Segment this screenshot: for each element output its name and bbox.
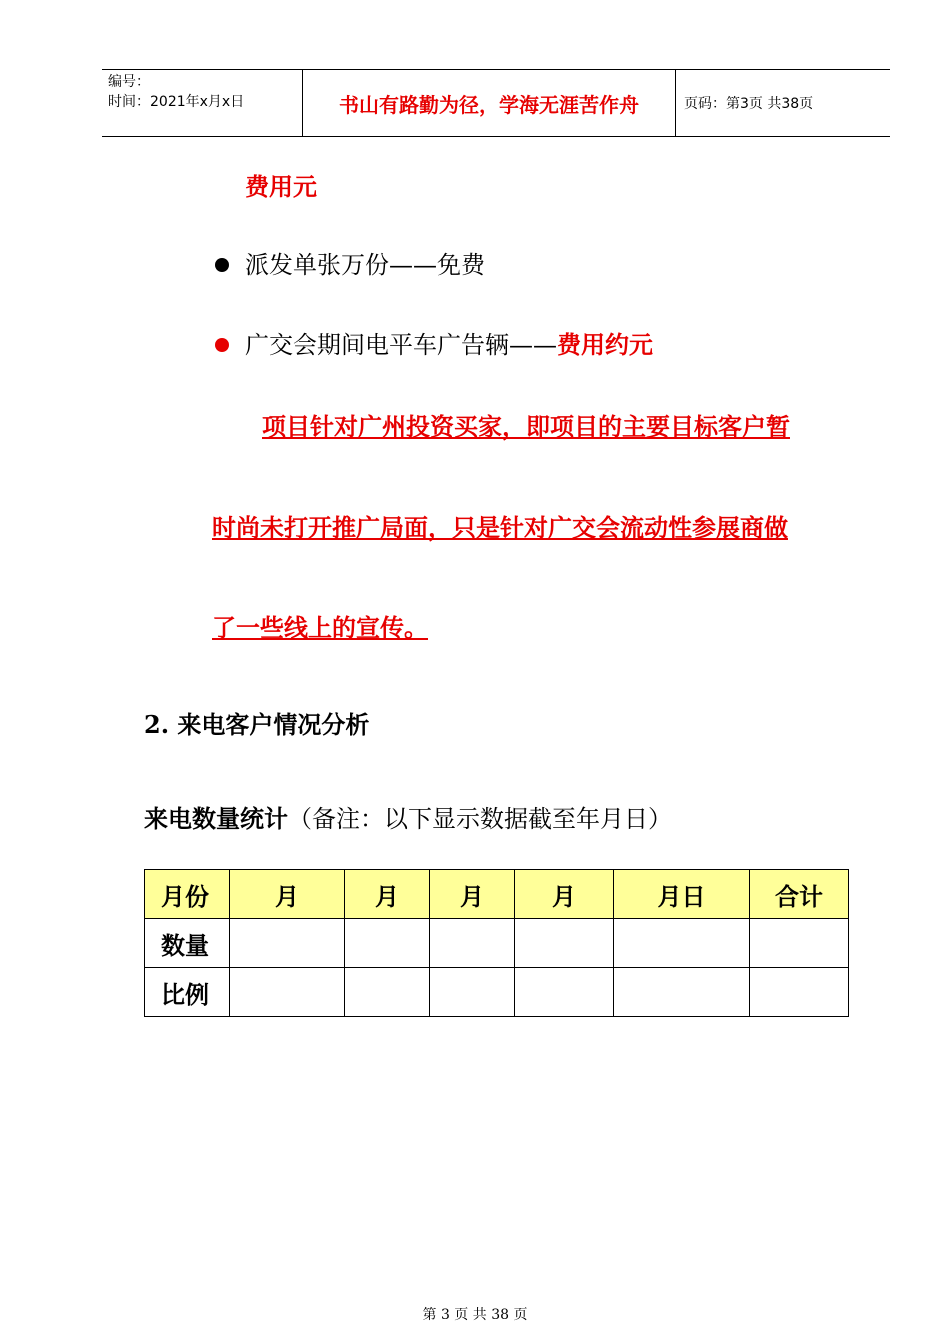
bullet-item-1-text: 派发单张万份——免费	[245, 251, 485, 279]
bullet-item-2-text: 广交会期间电平车广告辆——	[245, 331, 557, 359]
table-row-label: 比例	[145, 968, 230, 1017]
header-meta	[102, 70, 302, 136]
table-header-cell: 月	[515, 870, 614, 919]
bullet-dot-2	[215, 338, 229, 352]
table-header-cell: 合计	[750, 870, 849, 919]
page-header	[102, 69, 890, 137]
section-title: 2. 来电客户情况分析	[144, 710, 370, 739]
call-stats-table	[144, 869, 849, 1017]
table-cell	[230, 919, 345, 968]
bullet-dot-1	[215, 258, 229, 272]
table-cell	[230, 968, 345, 1017]
stats-title: 来电数量统计	[144, 804, 288, 833]
header-number-label: 编号：	[108, 74, 150, 90]
table-cell	[614, 968, 750, 1017]
table-cell	[345, 968, 430, 1017]
table-cell	[750, 919, 849, 968]
table-cell	[430, 919, 515, 968]
table-header-cell: 月份	[145, 870, 230, 919]
cost-line: 费用元	[245, 172, 317, 201]
paragraph-line-1: 项目针对广州投资买家，即项目的主要目标客户暂	[262, 412, 790, 441]
table-header-cell: 月日	[614, 870, 750, 919]
header-page-info: 页码：第3页 共38页	[684, 96, 814, 112]
page-footer: 第 3 页 共 38 页	[422, 1307, 528, 1323]
table-header-cell: 月	[345, 870, 430, 919]
table-header-row	[145, 870, 849, 919]
table-header-cell: 月	[430, 870, 515, 919]
table-cell	[515, 919, 614, 968]
table-cell	[430, 968, 515, 1017]
stats-note: （备注：以下显示数据截至年月日）	[288, 805, 672, 833]
table-cell	[515, 968, 614, 1017]
table-cell	[750, 968, 849, 1017]
bullet-item-2	[245, 330, 653, 360]
bullet-item-2-highlight: 费用约元	[557, 330, 653, 359]
bullet-item-1	[245, 250, 485, 280]
header-motto: 书山有路勤为径，学海无涯苦作舟	[302, 70, 676, 136]
table-row	[145, 919, 849, 968]
stats-heading	[144, 804, 672, 834]
table-cell	[345, 919, 430, 968]
paragraph-line-2: 时尚未打开推广局面，只是针对广交会流动性参展商做	[212, 513, 788, 542]
table-row	[145, 968, 849, 1017]
table-row-label: 数量	[145, 919, 230, 968]
table-header-cell: 月	[230, 870, 345, 919]
table-cell	[614, 919, 750, 968]
paragraph-line-3: 了一些线上的宣传。	[212, 613, 428, 642]
header-time-label: 时间：2021年x月x日	[108, 94, 245, 110]
